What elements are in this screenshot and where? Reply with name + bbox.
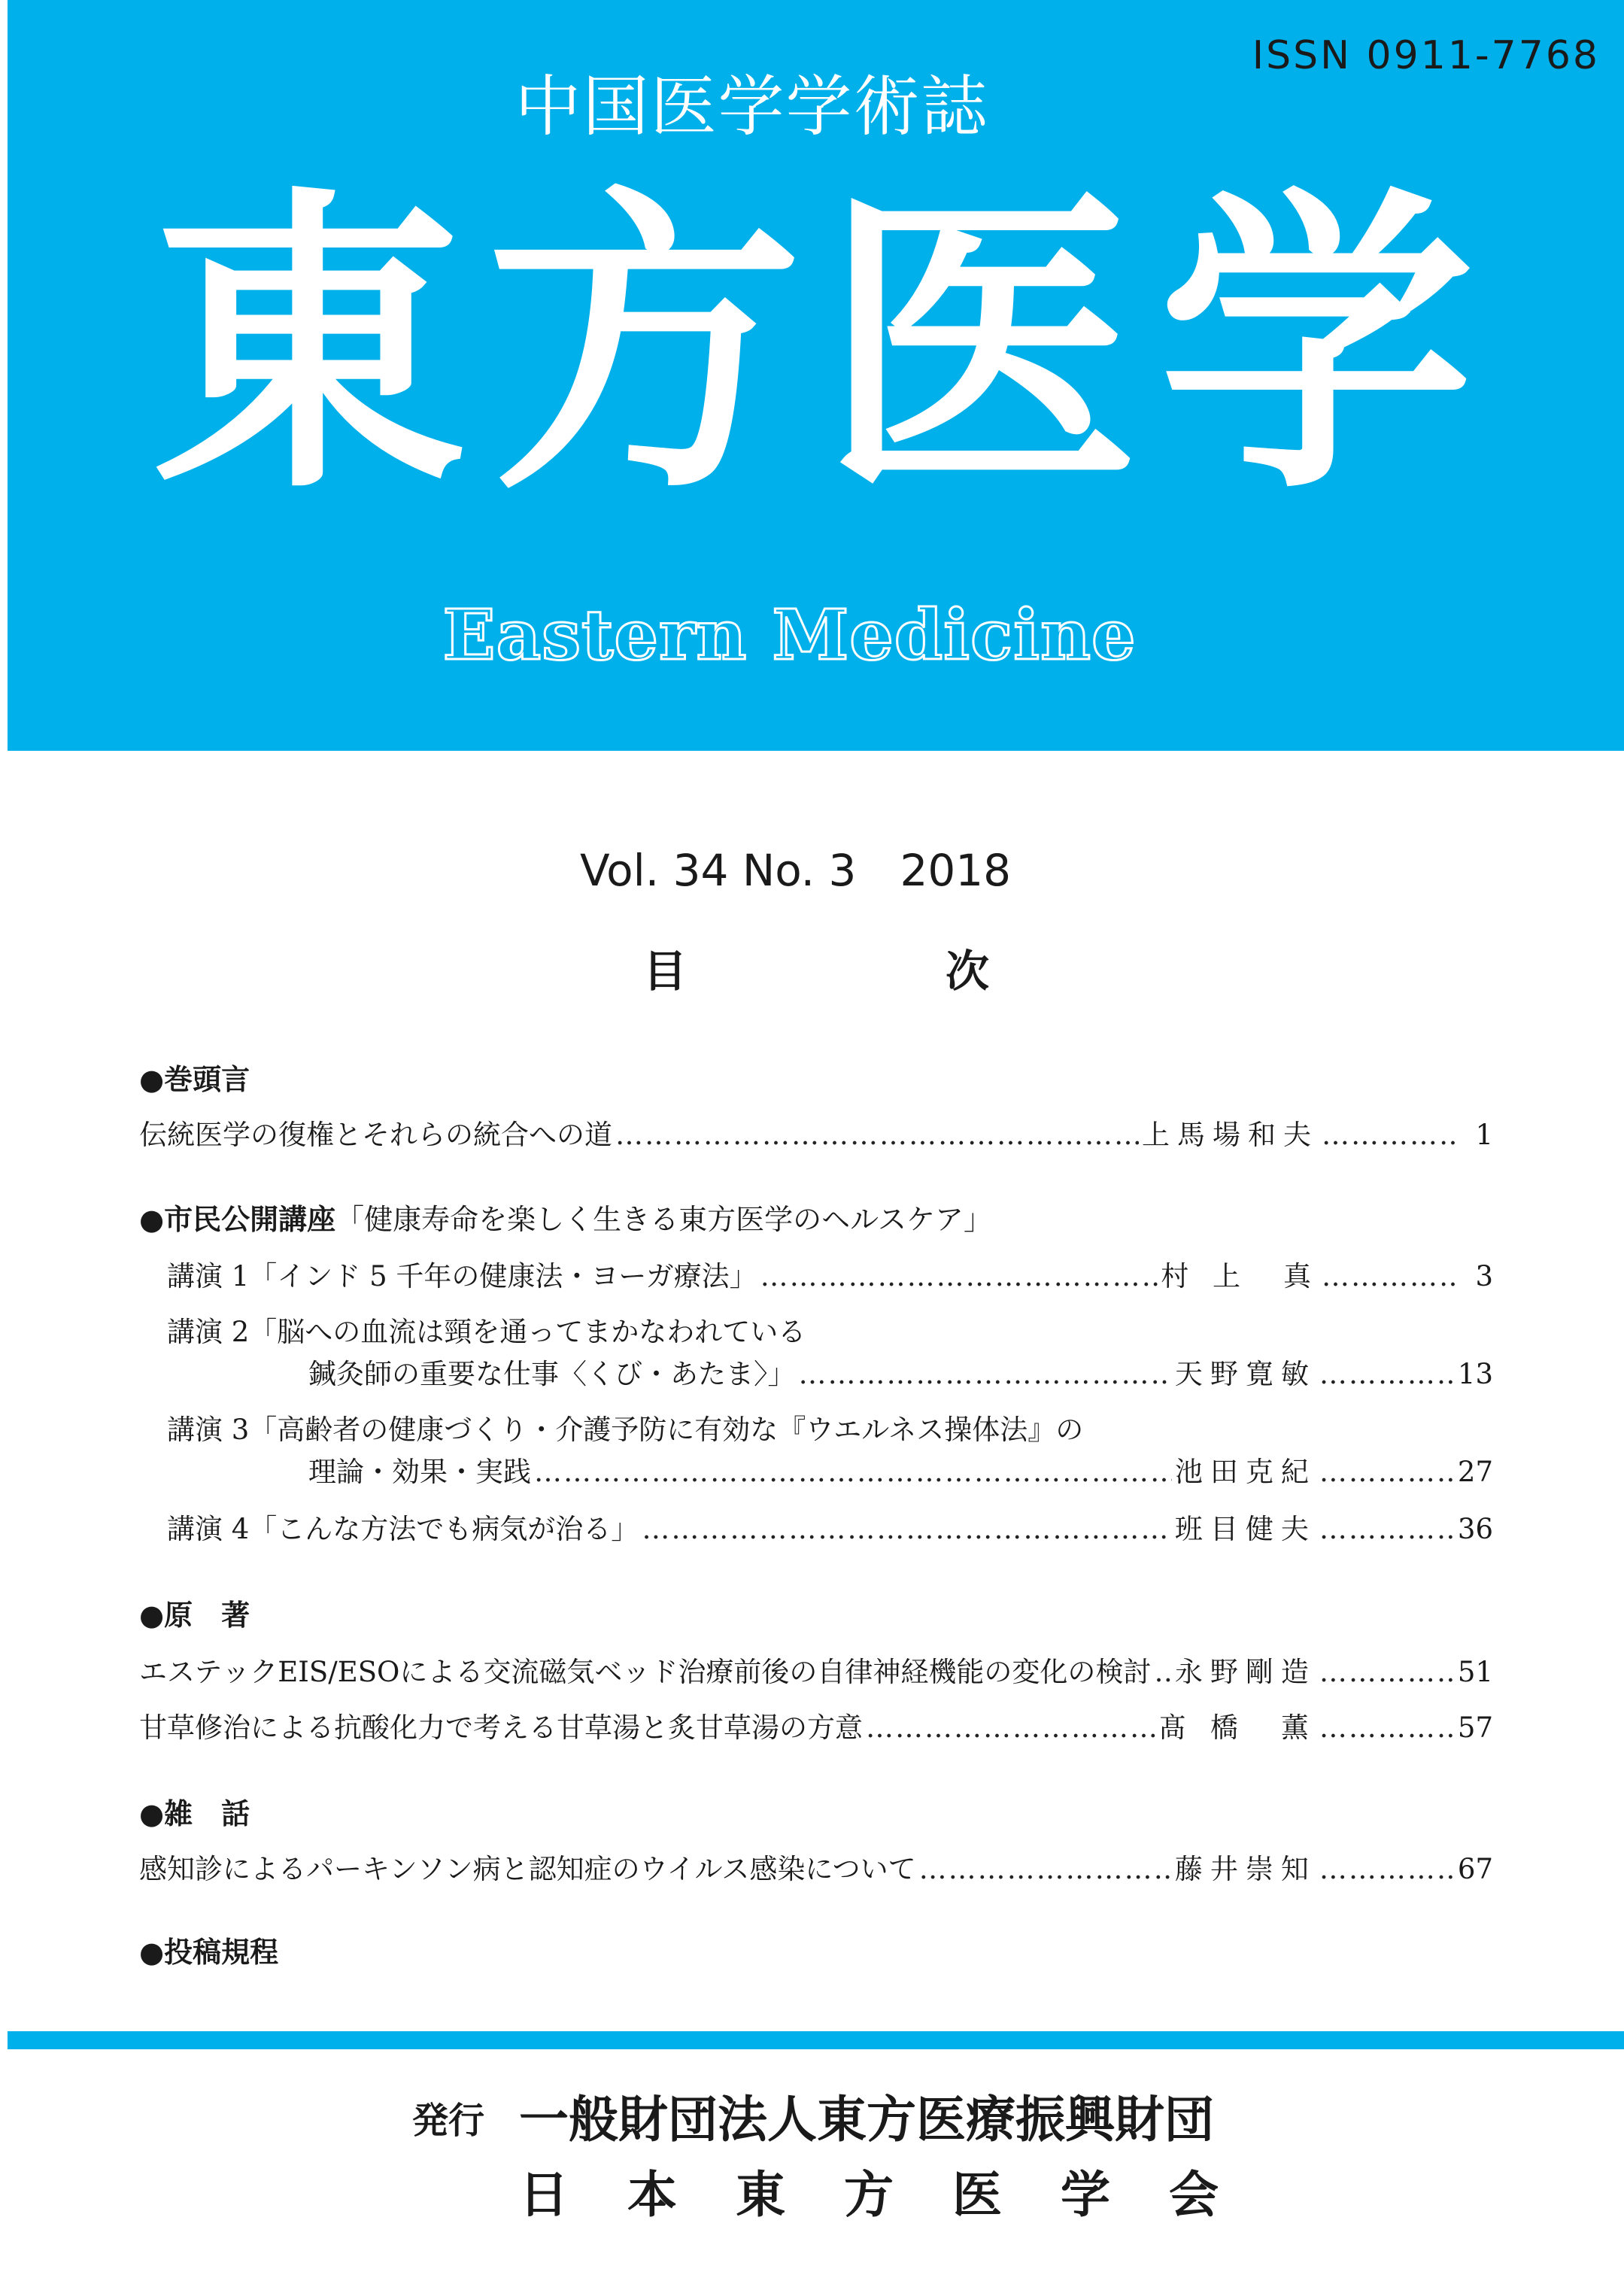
leader-dots <box>866 1711 1155 1744</box>
leader-dots <box>1322 1260 1457 1292</box>
entry-author: 天野寛敏 <box>1174 1358 1316 1390</box>
leader-dots <box>534 1456 1172 1488</box>
toc-entry[interactable] <box>167 1407 1493 1446</box>
entry-page: 36 <box>1457 1513 1493 1545</box>
entry-page: 13 <box>1457 1358 1493 1390</box>
entry-title: エステックEIS/ESOによる交流磁気ベッド治療前後の自律神経機能の変化の検討 <box>139 1656 1152 1688</box>
toc-heading <box>643 936 989 999</box>
entry-author: 藤井崇知 <box>1174 1853 1316 1885</box>
entry-title: 講演 3「高齢者の健康づくり・介護予防に有効な『ウエルネス操体法』の <box>167 1414 1084 1446</box>
section-heading: ●雑 話 <box>139 1797 250 1830</box>
leader-dots <box>615 1119 1139 1151</box>
toc-entry[interactable] <box>167 1309 1493 1348</box>
entry-title: 伝統医学の復権とそれらの統合への道 <box>139 1119 612 1151</box>
publisher-label: 発行 <box>412 2100 485 2142</box>
leader-dots <box>642 1513 1172 1545</box>
leader-dots <box>919 1853 1172 1885</box>
toc-entry-continued[interactable] <box>308 1449 1493 1488</box>
toc-entry[interactable] <box>139 1112 1493 1151</box>
entry-title: 甘草修治による抗酸化力で考える甘草湯と炙甘草湯の方意 <box>139 1711 863 1744</box>
title-char: 学 <box>1158 160 1474 531</box>
english-title: Eastern Medicine <box>442 594 1137 676</box>
issn-number: ISSN 0911-7768 <box>1252 33 1600 78</box>
entry-page: 27 <box>1457 1456 1493 1488</box>
section-heading: ●巻頭言 <box>139 1063 250 1096</box>
entry-author: 班目健夫 <box>1174 1513 1316 1545</box>
publisher-society <box>519 2155 1219 2226</box>
toc-entry[interactable] <box>167 1253 1493 1292</box>
toc-heading-char: 次 <box>945 946 989 997</box>
toc-heading-char: 目 <box>643 946 688 997</box>
toc-entry-continued[interactable] <box>308 1351 1493 1390</box>
entry-title: 講演 2「脳への血流は頸を通ってまかなわれている <box>167 1316 806 1348</box>
entry-page: 67 <box>1457 1853 1493 1885</box>
society-char: 日 <box>519 2166 569 2224</box>
entry-author: 池田克紀 <box>1174 1456 1316 1488</box>
leader-dots <box>799 1358 1172 1390</box>
toc-entry[interactable] <box>139 1649 1493 1688</box>
leader-dots <box>1319 1456 1455 1488</box>
society-char: 東 <box>736 2166 785 2224</box>
leader-dots <box>1319 1853 1455 1885</box>
section-heading: ●原 著 <box>139 1599 250 1632</box>
leader-dots <box>1319 1513 1455 1545</box>
entry-author: 上馬場和夫 <box>1142 1119 1319 1151</box>
leader-dots <box>760 1260 1158 1292</box>
entry-title: 感知診によるパーキンソン病と認知症のウイルス感染について <box>139 1853 916 1885</box>
toc-entry[interactable] <box>139 1705 1493 1744</box>
title-char: 医 <box>822 160 1139 531</box>
volume-issue: Vol. 34 No. 3 2018 <box>579 845 1012 896</box>
entry-page: 3 <box>1475 1260 1493 1292</box>
entry-page: 57 <box>1457 1711 1493 1744</box>
footer-divider-bar <box>8 2031 1624 2049</box>
entry-author: 髙 橋 薫 <box>1158 1711 1316 1744</box>
title-char: 東 <box>150 160 466 531</box>
leader-dots <box>1319 1656 1455 1688</box>
entry-title-continued: 理論・効果・実践 <box>308 1456 531 1488</box>
entry-author: 村 上 真 <box>1161 1260 1319 1292</box>
entry-title: 講演 1「インド 5 千年の健康法・ヨーガ療法」 <box>167 1260 757 1292</box>
publisher-name: 一般財団法人東方医療振興財団 <box>519 2091 1214 2149</box>
leader-dots <box>1319 1711 1455 1744</box>
toc-entry[interactable] <box>167 1506 1493 1545</box>
society-char: 本 <box>627 2166 677 2224</box>
section-heading: ●投稿規程 <box>139 1936 279 1969</box>
society-char: 会 <box>1169 2166 1219 2224</box>
title-char: 方 <box>486 160 803 531</box>
society-char: 学 <box>1061 2166 1110 2224</box>
entry-page: 1 <box>1475 1119 1493 1151</box>
leader-dots <box>1322 1119 1457 1151</box>
section-heading <box>139 1196 992 1238</box>
entry-title-continued: 鍼灸師の重要な仕事〈くび・あたま〉」 <box>308 1358 796 1390</box>
journal-subtitle: 中国医学学術誌 <box>515 68 989 145</box>
society-char: 医 <box>952 2166 1002 2224</box>
leader-dots <box>1154 1656 1172 1688</box>
entry-page: 51 <box>1457 1656 1493 1688</box>
section-label: ●市民公開講座 <box>139 1203 336 1236</box>
journal-title <box>150 160 1474 531</box>
leader-dots <box>1319 1358 1455 1390</box>
society-char: 方 <box>844 2166 894 2224</box>
entry-title: 講演 4「こんな方法でも病気が治る」 <box>167 1513 639 1545</box>
toc-entry[interactable] <box>139 1846 1493 1885</box>
section-subtitle: 「健康寿命を楽しく生きる東方医学のヘルスケア」 <box>335 1203 993 1236</box>
entry-author: 永野剛造 <box>1174 1656 1316 1688</box>
